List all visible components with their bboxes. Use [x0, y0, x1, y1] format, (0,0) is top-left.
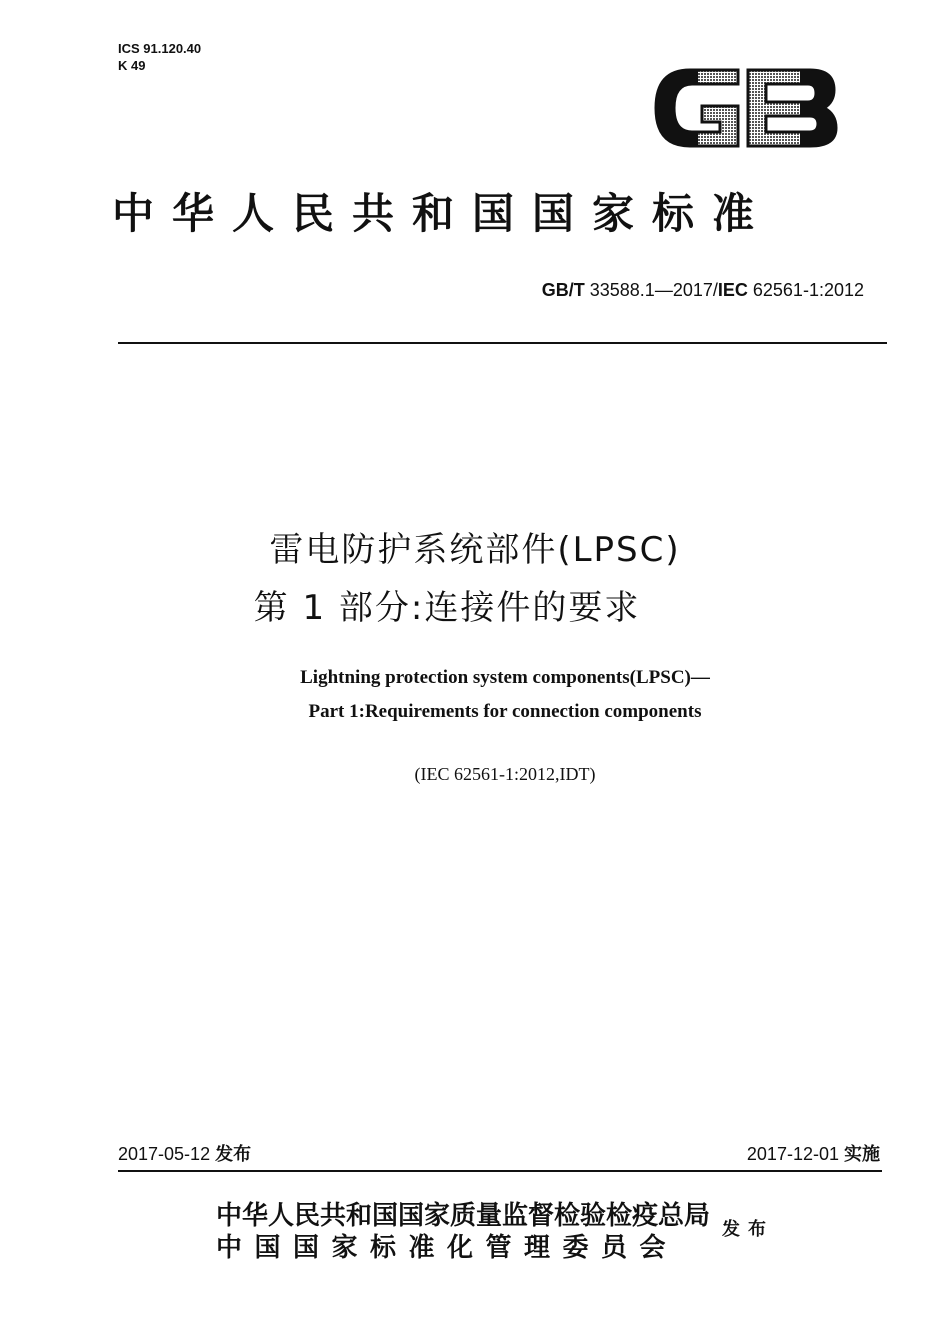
issuer-line1: 中华人民共和国国家质量监督检验检疫总局: [216, 1201, 711, 1231]
implement-date-value: 2017-12-01: [746, 1144, 839, 1164]
national-standard-title: 中华人民共和国国家标准: [112, 189, 773, 238]
standard-number: [542, 278, 864, 302]
classification-codes: [118, 40, 201, 74]
implementation-date: [747, 1142, 880, 1167]
standard-prefix: GB/T: [541, 280, 585, 300]
chinese-title-line2: 第 1 部分:连接件的要求: [253, 588, 641, 628]
bottom-divider: [118, 1170, 882, 1172]
implement-label: 实施: [844, 1144, 880, 1165]
english-title-line2: Part 1:Requirements for connection components: [308, 701, 702, 722]
english-title-line1: Lightning protection system components(LPSC)—: [300, 667, 710, 688]
issue-date: [118, 1142, 251, 1167]
iec-prefix: IEC: [717, 280, 748, 300]
issuer-line2: 中国国家标准化管理委员会: [216, 1233, 679, 1263]
ccs-code: K 49: [118, 58, 146, 73]
issue-label: 发布: [215, 1144, 252, 1165]
top-divider: [118, 342, 887, 344]
issue-date-value: 2017-05-12: [118, 1144, 211, 1164]
chinese-title-line1: 雷电防护系统部件(LPSC): [269, 530, 681, 570]
standard-number-value: 33588.1—2017/: [589, 280, 718, 300]
iec-number: 62561-1:2012: [752, 280, 864, 300]
logo-text: GB: [745, 110, 747, 111]
gb-logo: [650, 58, 840, 158]
ics-code: ICS 91.120.40: [118, 41, 202, 56]
iec-equivalence: (IEC 62561-1:2012,IDT): [414, 764, 596, 784]
publish-label: 发布: [722, 1219, 774, 1240]
